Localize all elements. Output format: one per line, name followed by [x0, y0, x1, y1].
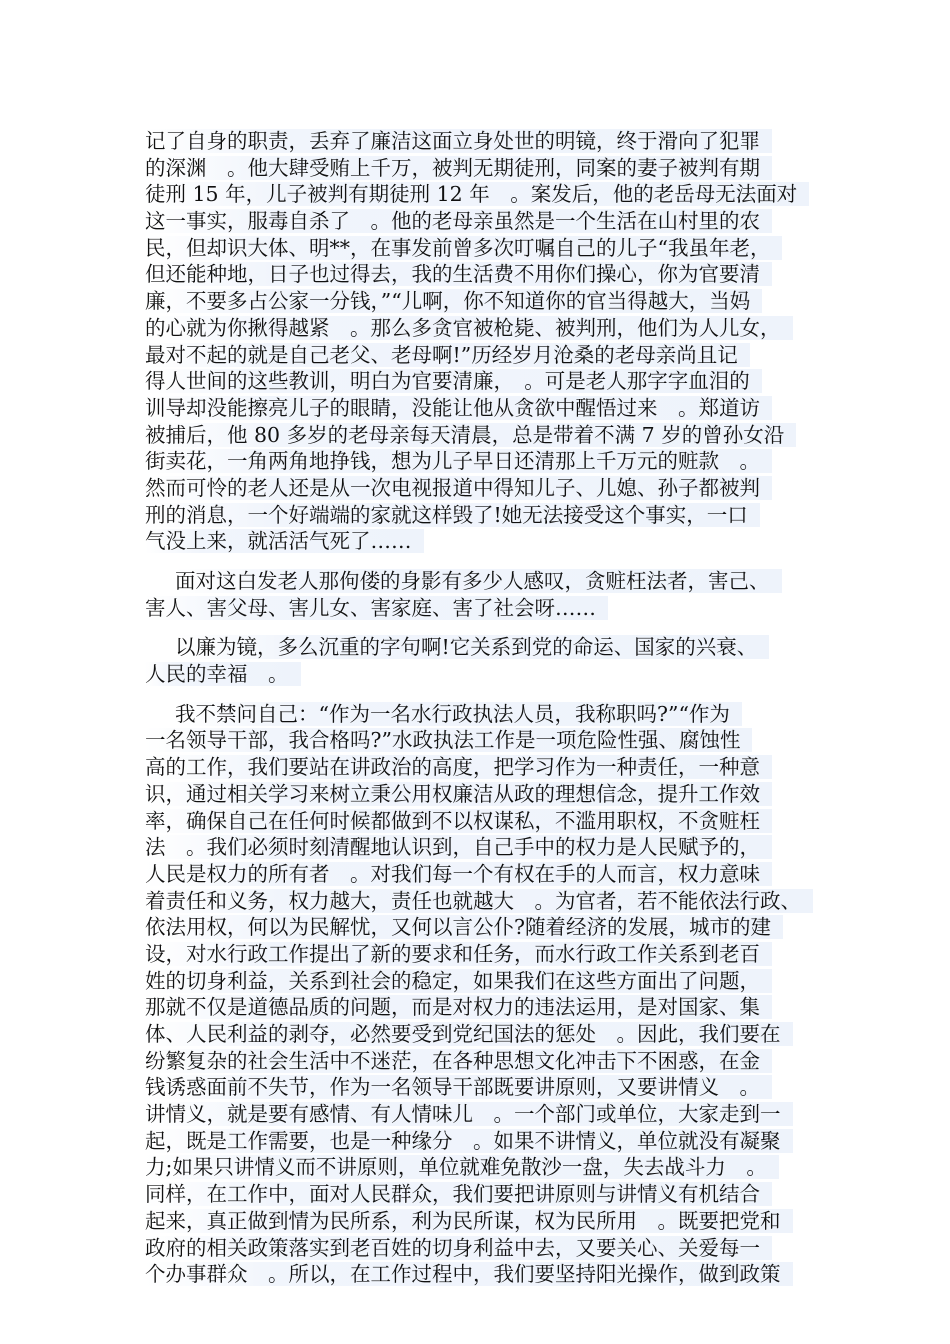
- text-line: [145, 661, 815, 688]
- text-line: [145, 754, 815, 781]
- text-line: [145, 261, 815, 288]
- text-line: [145, 528, 815, 555]
- line-text: 被捕后，他 80 多岁的老母亲每天清晨，总是带着不满 7 岁的曾孙女沿: [145, 423, 796, 447]
- text-line: [145, 422, 815, 449]
- document-body: [145, 128, 815, 1301]
- line-text: 气没上来，就活活气死了……: [145, 529, 424, 553]
- text-line: [145, 1048, 815, 1075]
- line-text: 然而可怜的老人还是从一次电视报道中得知儿子、儿媳、孙子都被判: [145, 476, 772, 500]
- line-text: 训导却没能擦亮儿子的眼睛，没能让他从贪欲中醒悟过来 。郑道访: [145, 396, 772, 420]
- line-text: 刑的消息，一个好端端的家就这样毁了!她无法接受这个事实，一口: [145, 503, 760, 527]
- line-text: 设，对水行政工作提出了新的要求和任务，而水行政工作关系到老百: [145, 942, 772, 966]
- line-text: 街卖花，一角两角地挣钱，想为儿子早日还清那上千万元的赃款 。: [145, 449, 772, 473]
- line-text: 识，通过相关学习来树立秉公用权廉洁从政的理想信念，提升工作效: [145, 782, 772, 806]
- line-text: 依法用权，何以为民解忧，又何以言公仆?随着经济的发展，城市的建: [145, 915, 783, 939]
- text-line: [145, 368, 815, 395]
- line-text: 率，确保自己在任何时候都做到不以权谋私，不滥用职权，不贪赃枉: [145, 809, 772, 833]
- text-line: [145, 1208, 815, 1235]
- text-line: [145, 727, 815, 754]
- text-line: [145, 128, 815, 155]
- line-text: 面对这白发老人那佝偻的身影有多少人感叹，贪赃枉法者，害己、: [175, 569, 782, 593]
- text-line: [145, 781, 815, 808]
- line-text: 个办事群众 。所以，在工作过程中，我们要坚持阳光操作，做到政策: [145, 1262, 793, 1286]
- text-line: [145, 288, 815, 315]
- text-line: [145, 155, 815, 182]
- line-text: 以廉为镜，多么沉重的字句啊!它关系到党的命运、国家的兴衰、: [175, 635, 769, 659]
- text-line: [145, 834, 815, 861]
- text-line: [145, 1101, 815, 1128]
- line-text: 一名领导干部，我合格吗?”水政执法工作是一项危险性强、腐蚀性: [145, 728, 752, 752]
- text-line: [145, 1021, 815, 1048]
- line-text: 那就不仅是道德品质的问题，而是对权力的违法运用，是对国家、集: [145, 995, 772, 1019]
- line-text: 徒刑 15 年，儿子被判有期徒刑 12 年 。案发后，他的老岳母无法面对: [145, 182, 809, 206]
- text-line: [145, 595, 815, 622]
- line-text: 纷繁复杂的社会生活中不迷茫，在各种思想文化冲击下不困惑，在金: [145, 1049, 772, 1073]
- line-text: 害人、害父母、害儿女、害家庭、害了社会呀……: [145, 596, 608, 620]
- line-text: 力;如果只讲情义而不讲原则，单位就难免散沙一盘，失去战斗力 。: [145, 1155, 779, 1179]
- paragraph: [145, 634, 815, 687]
- line-text: 我不禁问自己：“作为一名水行政执法人员，我称职吗?”“作为: [175, 702, 742, 726]
- line-text: 讲情义，就是要有感情、有人情味儿 。一个部门或单位，大家走到一: [145, 1102, 793, 1126]
- line-text: 政府的相关政策落实到老百姓的切身利益中去，又要关心、关爱每一: [145, 1236, 772, 1260]
- text-line: [145, 475, 815, 502]
- line-text: 民，但却识大体、明**，在事发前曾多次叮嘱自己的儿子“我虽年老，: [145, 236, 782, 260]
- text-line: [145, 994, 815, 1021]
- text-line: [145, 861, 815, 888]
- paragraph: [145, 701, 815, 1288]
- text-line: [145, 968, 815, 995]
- paragraph: [145, 568, 815, 621]
- text-line: [145, 1074, 815, 1101]
- text-line: [145, 395, 815, 422]
- text-line: [145, 1261, 815, 1288]
- text-line: [145, 208, 815, 235]
- line-text: 记了自身的职责，丢弃了廉洁这面立身处世的明镜，终于滑向了犯罪: [145, 129, 772, 153]
- text-line: [145, 888, 815, 915]
- line-text: 的深渊 。他大肆受贿上千万，被判无期徒刑，同案的妻子被判有期: [145, 156, 772, 180]
- text-line: [145, 235, 815, 262]
- text-line: [145, 634, 815, 661]
- line-text: 体、人民利益的剥夺，必然要受到党纪国法的惩处 。因此，我们要在: [145, 1022, 793, 1046]
- line-text: 姓的切身利益，关系到社会的稳定，如果我们在这些方面出了问题，: [145, 969, 772, 993]
- text-line: [145, 1235, 815, 1262]
- line-text: 法 。我们必须时刻清醒地认识到，自己手中的权力是人民赋予的，: [145, 835, 772, 859]
- text-line: [145, 342, 815, 369]
- paragraph: [145, 128, 815, 555]
- text-line: [145, 1154, 815, 1181]
- line-text: 钱诱惑面前不失节，作为一名领导干部既要讲原则，又要讲情义 。: [145, 1075, 772, 1099]
- text-line: [145, 701, 815, 728]
- line-text: 这一事实，服毒自杀了 。他的老母亲虽然是一个生活在山村里的农: [145, 209, 772, 233]
- text-line: [145, 315, 815, 342]
- line-text: 人民是权力的所有者 。对我们每一个有权在手的人而言，权力意味: [145, 862, 772, 886]
- line-text: 着责任和义务，权力越大，责任也就越大 。为官者，若不能依法行政、: [145, 889, 813, 913]
- line-text: 廉，不要多占公家一分钱，”“儿啊，你不知道你的官当得越大，当妈: [145, 289, 762, 313]
- line-text: 的心就为你揪得越紧 。那么多贪官被枪毙、被判刑，他们为人儿女，: [145, 316, 793, 340]
- line-text: 起，既是工作需要，也是一种缘分 。如果不讲情义，单位就没有凝聚: [145, 1129, 793, 1153]
- line-text: 人民的幸福 。: [145, 662, 301, 686]
- line-text: 高的工作，我们要站在讲政治的高度，把学习作为一种责任，一种意: [145, 755, 772, 779]
- text-line: [145, 502, 815, 529]
- line-text: 最对不起的就是自己老父、老母啊!”历经岁月沧桑的老母亲尚且记: [145, 343, 750, 367]
- text-line: [145, 1128, 815, 1155]
- text-line: [145, 1181, 815, 1208]
- text-line: [145, 448, 815, 475]
- line-text: 但还能种地，日子也过得去，我的生活费不用你们操心，你为官要清: [145, 262, 772, 286]
- text-line: [145, 181, 815, 208]
- text-line: [145, 808, 815, 835]
- line-text: 得人世间的这些教训，明白为官要清廉， 。可是老人那字字血泪的: [145, 369, 762, 393]
- text-line: [145, 568, 815, 595]
- line-text: 同样，在工作中，面对人民群众，我们要把讲原则与讲情义有机结合: [145, 1182, 772, 1206]
- text-line: [145, 941, 815, 968]
- line-text: 起来，真正做到情为民所系，利为民所谋，权为民所用 。既要把党和: [145, 1209, 793, 1233]
- text-line: [145, 914, 815, 941]
